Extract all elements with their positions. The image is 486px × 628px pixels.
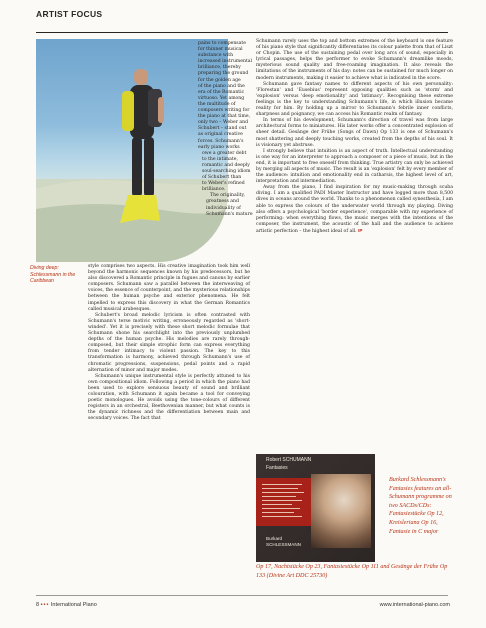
paragraph: Schubert's broad melodic lyricism is often contrasted with Schumann's terse motivic writing, erroneously regarded as 'short-winded'. Yet it is precisely with these short melodic formulae that Schumann shone his searchlight into the previously unplumbed depths of the human psyche. His melodies are rarely through-composed, but their simple strophic form can express everything from tender intimacy to violent passion. The key to this transformation is harmony, achieved through Schumann's use of chromatic progressions, suspensions, pedal points and a rapid alternation of minor and major modes.: [88, 312, 250, 373]
paragraph: Schumann rarely uses the top and bottom extremes of the keyboard is one feature of his piano style that significantly differentiates its colour palette from that of Liszt or Chopin. The use of the sustaining pedal over long arcs of sound, especially in lyrical passages, helps the performer to evoke Schumann's dreamlike moods, mysterious sound quality and free-roaming imagination. It also reveals the limitations of the instruments of his day: notes can be sustained for much longer on modern instruments, making it easier to achieve what is indicated in the score.: [256, 39, 453, 81]
end-mark: IP: [358, 227, 363, 233]
footer-left: [36, 602, 97, 608]
wrap-line: greatness and: [206, 199, 239, 205]
website-link[interactable]: www.international-piano.com: [379, 602, 450, 608]
wrap-line: early piano works: [198, 144, 240, 150]
footer-dots: •••: [40, 602, 50, 608]
wrap-line: of Schubert than: [202, 175, 242, 181]
wrap-line: for the golden age: [198, 77, 241, 83]
wrap-line: substance with: [198, 53, 234, 59]
magazine-name: International Piano: [50, 602, 97, 608]
paragraph-text: Away from the piano, I find inspiration for my music-making through scuba diving. I am a qualified PADI Master Instructor and have logged more than 8,500 dives in oceans around the world. Thanks to a phenomenon called synesthesia, I am able to express the colours of the underwater world through my playing. Diving also offers a psychological 'border experience', comparable with my experience of performing: when everything flows, the music merges with the intentions of the composer, the instrument, the acoustic of the hall and the audience to achieve artistic perfection – the highest ideal of all.: [256, 185, 453, 234]
wrap-line: owe a greater debt: [202, 150, 247, 156]
wrap-line: Schubert – stand out: [198, 126, 247, 132]
paragraph: In terms of his development, Schumann's direction of travel was from large architectural forms to miniatures. His later works offer a concentrated explosion of sheer detail. Gesänge der Frühe (Songs of Dawn) Op 133 is one of Schumann's most shattering and deeply touching works, created from the depths of his soul. It is visionary yet abstruse.: [256, 118, 453, 148]
paragraph: style comprises two aspects. His creative imagination took him well beyond the harmonic sequences known by his predecessors, but he also discovered a Romantic principle in fugues and canons by earlier composers. Schumann saw a parallel between the interweaving of voices, the essence of counterpoint, and the mysterious relationships between the human psyche and exterior phenomena. He felt impelled to express this discovery in what the German Romantics called musical arabesques.: [88, 264, 250, 312]
paragraph: Schumann's unique instrumental style is perfectly attuned to his own compositional idiom. Following a period in which the piano had been used to explore sensuous beauty of sound and brilliant colouration, with Schumann it again became a tool for conveying poetic monologues. He avoids using the tone-colours of different registers in an orchestral, Beethovenian manner, but what counts is the dynamic richness and the differentiation between main and secondary voices. The fact that: [88, 373, 250, 422]
page-number: 8: [36, 602, 40, 608]
wrap-line: composers writing for: [198, 108, 250, 114]
wrap-line: the piano at that time,: [198, 114, 251, 120]
column-right: [256, 39, 453, 235]
album-artist-first: Burkard: [266, 536, 283, 541]
wrap-line: pains to compensate: [198, 41, 246, 46]
wrap-line: the multitude of: [198, 101, 236, 107]
wrap-line: brilliance, thereby: [198, 65, 241, 71]
wrap-line: for thinner musical: [198, 47, 243, 53]
paragraph: Schumann gave fantasy names to different aspects of his own personality: 'Florestan' and 'Eusebius' represent opposing qualities such as 'storm' and 'explosion' versus 'deep emotionality' and 'intimacy'. Recognising these extreme feelings is the key to understanding Schumann's life, in which illusion became reality for him. By holding up a mirror to Schumann's febrile inner conflicts, sharpness and poignancy, we can access his Romantic realm of fantasy.: [256, 81, 453, 118]
wrap-line: individuality of: [206, 205, 241, 211]
album-title: Robert SCHUMANN: [266, 457, 312, 463]
wrap-line: increased instrumental: [198, 59, 253, 65]
wrap-line: preparing the ground: [198, 71, 249, 77]
wrap-line: as original creative: [198, 132, 243, 138]
album-portrait: [311, 474, 371, 548]
wrap-line: to Weber's refined: [202, 181, 245, 187]
album-artist-last: SCHLESSMANN: [266, 541, 301, 547]
section-title: ARTIST FOCUS: [36, 9, 103, 19]
album-artist: [266, 536, 301, 547]
column-left: [88, 264, 250, 422]
wrap-line: Schumann's mature: [206, 211, 253, 217]
wrap-line: brilliance.: [202, 187, 226, 193]
paragraph: [256, 185, 453, 235]
wrap-line: of the piano and the: [198, 83, 245, 89]
paragraph: I strongly believe that intuition is an aspect of truth. Intellectual understanding is one way for an interpreter to approach a composer or a piece of music, but in the end, it is important to free oneself from thinking. True artistry can only be achieved by merging all aspects of music. The result is an 'explosion' felt by every member of the audience: intuition and emotionality end in catharsis, the highest level of art, interpretation and intermediation.: [256, 148, 453, 185]
wrap-line: romantic and deeply: [202, 162, 250, 168]
photo-caption: Diving deep: Schlessmann in the Caribbean: [30, 265, 76, 285]
wrap-lines: [198, 41, 252, 218]
wrap-line: The originality,: [210, 193, 245, 199]
wrap-line: only two – Weber and: [198, 120, 249, 126]
wrap-line: era of the Romantic: [198, 89, 245, 95]
album-red-panel: [256, 478, 312, 526]
wrap-line: to the intimate,: [202, 156, 238, 162]
wrap-line: virtuoso. Yet among: [198, 95, 245, 101]
recommendation-box: Burkard Schlessmann's Fantasies features an all-Schumann programme on two SACDs/CDs: Fantasiestücke Op 12, Kreisleriana Op 16, Fantasie in C major: [389, 477, 452, 535]
footer-rule: [36, 595, 448, 596]
album-subtitle: Fantasies: [266, 465, 288, 471]
wrap-line: soul-searching idiom: [202, 168, 251, 174]
wrap-line: forces. Schumann's: [198, 138, 244, 144]
recommendation-continued: Op 17, Nachtstücke Op 23, Fantasiestücke Op 111 and Gesänge der Frühe Op 133 (Divine Art DDC 25730): [256, 564, 448, 579]
wrap-text: [198, 41, 252, 218]
header-rule: [36, 22, 448, 33]
album-cover: [256, 454, 375, 562]
